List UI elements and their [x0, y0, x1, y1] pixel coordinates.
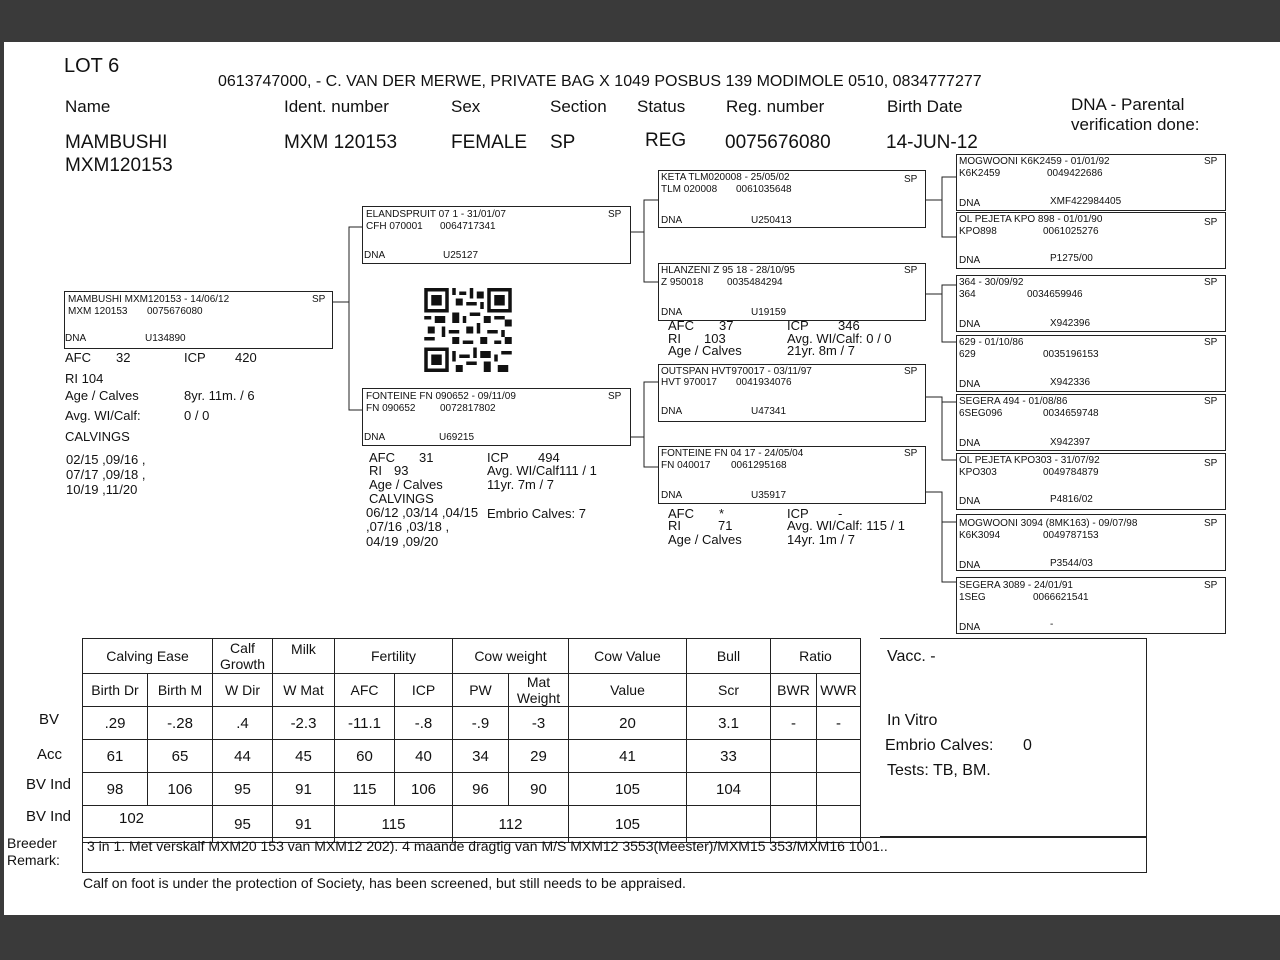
gp-dna-value: U19159 [751, 307, 787, 318]
subject-icp-value: 420 [235, 350, 257, 365]
bv-cell: -.28 [148, 707, 213, 740]
ggp-title: SEGERA 494 - 01/08/86 [959, 396, 1068, 407]
group-milk: Milk [273, 639, 335, 674]
dam-afc-label: AFC [369, 450, 395, 465]
gp-section: SP [904, 174, 918, 185]
breeder-remark [82, 837, 1147, 873]
gp4-icp-label: ICP [787, 506, 809, 521]
gp-reg: 0061035648 [736, 184, 792, 195]
gp2-age-label: Age / Calves [668, 343, 742, 358]
subject-age-value: 8yr. 11m. / 6 [184, 388, 255, 403]
gp-dna-value: U35917 [751, 490, 787, 501]
animal-name: MAMBUSHI [65, 132, 168, 153]
subject-icp-label: ICP [184, 350, 206, 365]
dam-reg: 0072817802 [440, 403, 496, 414]
ggp-reg: 0035196153 [1043, 349, 1099, 360]
ggp-dna-label: DNA [959, 496, 981, 507]
in-vitro-label: In Vitro [887, 712, 938, 729]
dam-calvings-3: 04/19 ,09/20 [366, 534, 439, 549]
ggp-dna-label: DNA [959, 379, 981, 390]
bv-cell: -3 [509, 707, 569, 740]
dam-dna-value: U69215 [439, 432, 475, 443]
bvind2-cell: 95 [213, 806, 273, 843]
col-birth-m: Birth M [148, 674, 213, 707]
breeder-remark-text: 3 in 1. Met verskalf MXM20 153 van MXM12 202). 4 maande dragtig van M/S MXM12 3553(Meester)/MXM15 353/MXM16 1001.. [87, 838, 888, 854]
ggp-section: SP [1204, 396, 1218, 407]
gp4-afc-value: * [719, 506, 725, 521]
gp-dna-value: U47341 [751, 406, 787, 417]
subject-calvings-1: 02/15 ,09/16 , [66, 452, 146, 467]
gp-dna-label: DNA [661, 307, 683, 318]
breeder-remark-label-1: Breeder [7, 835, 57, 851]
bv-cell: 3.1 [687, 707, 771, 740]
bvind2-cell: 102 [83, 806, 213, 843]
bv-cell: - [771, 707, 817, 740]
sire-reg: 0064717341 [440, 221, 496, 232]
animal-status: REG [645, 130, 687, 151]
subject-calvings-2: 07/17 ,09/18 , [66, 467, 146, 482]
col-wwr: WWR [817, 674, 861, 707]
gp2-icp-label: ICP [787, 318, 809, 333]
gp2-ri-value: 103 [704, 331, 726, 346]
bvind-cell: 95 [213, 773, 273, 806]
ggp-title: 364 - 30/09/92 [959, 277, 1024, 288]
breeding-values-table [82, 638, 861, 843]
ggp-dna-label: DNA [959, 319, 981, 330]
gp-section: SP [904, 448, 918, 459]
header-reg: Reg. number [726, 97, 825, 116]
dam-icp-value: 494 [538, 450, 560, 465]
bv-cell: -.8 [395, 707, 453, 740]
bvind-cell: 115 [335, 773, 395, 806]
subject-afc-value: 32 [116, 350, 131, 365]
group-fertility: Fertility [335, 639, 453, 674]
ggp-section: SP [1204, 580, 1218, 591]
gp-reg: 0041934076 [736, 377, 792, 388]
bvind-cell: 98 [83, 773, 148, 806]
gp-ident: FN 040017 [661, 460, 711, 471]
subject-calvings-3: 10/19 ,11/20 [66, 482, 138, 497]
embrio-calves-value: 0 [1023, 737, 1032, 754]
gp-title: KETA TLM020008 - 25/05/02 [661, 172, 790, 183]
bvind-cell: 96 [453, 773, 509, 806]
ggp-title: MOGWOONI 3094 (8MK163) - 09/07/98 [959, 518, 1138, 529]
col-icp: ICP [395, 674, 453, 707]
dam-title: FONTEINE FN 090652 - 09/11/09 [366, 391, 516, 402]
ggp-dna-value: P1275/00 [1050, 253, 1093, 264]
dam-age-label: Age / Calves [369, 477, 443, 492]
subject-ident: MXM 120153 [68, 306, 128, 317]
ggp-dna-value: - [1050, 619, 1054, 630]
pedigree-sheet [4, 42, 1280, 915]
subject-dna-label: DNA [65, 333, 87, 344]
acc-cell: 41 [569, 740, 687, 773]
header-dna-1: DNA - Parental [1071, 95, 1185, 114]
sire-box [362, 206, 631, 264]
ggp-reg: 0066621541 [1033, 592, 1089, 603]
owner-line: 0613747000, - C. VAN DER MERWE, PRIVATE BAG X 1049 POSBUS 139 MODIMOLE 0510, 0834777277 [218, 73, 982, 90]
col-value: Value [569, 674, 687, 707]
bvind-cell [817, 773, 861, 806]
gp-title: OUTSPAN HVT970017 - 03/11/97 [661, 366, 812, 377]
col-afc: AFC [335, 674, 395, 707]
dam-box [362, 388, 631, 446]
gp-section: SP [904, 265, 918, 276]
ggp-title: OL PEJETA KPO 898 - 01/01/90 [959, 214, 1103, 225]
great-grandparent-box [956, 394, 1226, 451]
ggp-dna-value: X942397 [1050, 437, 1091, 448]
animal-reg: 0075676080 [725, 132, 831, 153]
bvind-cell: 106 [395, 773, 453, 806]
bv-cell: - [817, 707, 861, 740]
acc-cell: 44 [213, 740, 273, 773]
ggp-ident: KPO898 [959, 226, 997, 237]
dam-wi: Avg. WI/Calf111 / 1 [487, 463, 597, 478]
grandparent-box [658, 170, 926, 228]
dam-calvings-2: ,07/16 ,03/18 , [366, 519, 450, 534]
great-grandparent-box [956, 275, 1226, 332]
gp4-age-value: 14yr. 1m / 7 [787, 532, 855, 547]
subject-ri: RI 104 [65, 371, 104, 386]
gp-section: SP [904, 366, 918, 377]
dam-ri-value: 93 [394, 463, 409, 478]
acc-cell: 65 [148, 740, 213, 773]
ggp-dna-value: P3544/03 [1050, 558, 1093, 569]
header-dna-2: verification done: [1071, 115, 1200, 134]
dam-ident: FN 090652 [366, 403, 416, 414]
footer-note: Calf on foot is under the protection of Society, has been screened, but still needs to be appraised. [83, 875, 686, 891]
great-grandparent-box [956, 212, 1226, 269]
sire-section: SP [608, 209, 622, 220]
sire-title: ELANDSPRUIT 07 1 - 31/01/07 [366, 209, 506, 220]
gp-dna-label: DNA [661, 490, 683, 501]
col-pw: PW [453, 674, 509, 707]
breeder-remark-label-2: Remark: [7, 852, 60, 868]
gp2-afc-label: AFC [668, 318, 694, 333]
subject-afc-label: AFC [65, 350, 91, 365]
col-mat-weight-1: Mat [526, 674, 551, 690]
group-ratio: Ratio [771, 639, 861, 674]
group-cow-weight: Cow weight [453, 639, 569, 674]
acc-cell: 61 [83, 740, 148, 773]
grandparent-box [658, 263, 926, 321]
ggp-section: SP [1204, 156, 1218, 167]
embrio-calves-label: Embrio Calves: [885, 737, 994, 754]
gp-ident: Z 950018 [661, 277, 704, 288]
bv-cell: -.9 [453, 707, 509, 740]
gp4-afc-label: AFC [668, 506, 694, 521]
gp2-icp-value: 346 [838, 318, 860, 333]
bv-cell: .4 [213, 707, 273, 740]
group-bull: Bull [687, 639, 771, 674]
gp4-age-label: Age / Calves [668, 532, 742, 547]
gp2-ri-label: RI [668, 331, 681, 346]
bv-cell: 20 [569, 707, 687, 740]
ggp-dna-value: XMF422984405 [1050, 196, 1122, 207]
animal-ident: MXM 120153 [284, 132, 398, 153]
vaccination-panel [880, 638, 1147, 837]
gp-reg: 0035484294 [727, 277, 783, 288]
acc-cell: 60 [335, 740, 395, 773]
col-bwr: BWR [771, 674, 817, 707]
subject-box [64, 291, 333, 349]
table-row [83, 773, 861, 806]
bvind-cell: 90 [509, 773, 569, 806]
great-grandparent-box [956, 335, 1226, 392]
ggp-reg: 0049787153 [1043, 530, 1099, 541]
header-sex: Sex [451, 97, 481, 116]
great-grandparent-box [956, 453, 1226, 510]
gp-title: HLANZENI Z 95 18 - 28/10/95 [661, 265, 795, 276]
ggp-dna-value: X942336 [1050, 377, 1091, 388]
bvind2-cell: 91 [273, 806, 335, 843]
ggp-dna-label: DNA [959, 255, 981, 266]
group-calf-growth-1: Calf [230, 640, 255, 656]
gp2-wi: Avg. WI/Calf: 0 / 0 [787, 331, 892, 346]
dam-calvings-label: CALVINGS [369, 491, 434, 506]
gp-ident: HVT 970017 [661, 377, 717, 388]
ggp-section: SP [1204, 518, 1218, 529]
ggp-title: OL PEJETA KPO303 - 31/07/92 [959, 455, 1100, 466]
dam-section: SP [608, 391, 622, 402]
gp4-ri-label: RI [668, 518, 681, 533]
gp-ident: TLM 020008 [661, 184, 718, 195]
ggp-ident: KPO303 [959, 467, 997, 478]
lot-number: LOT 6 [64, 55, 120, 77]
header-status: Status [637, 97, 686, 116]
row-label-acc: Acc [37, 746, 63, 763]
group-calf-growth [213, 639, 273, 674]
gp4-wi: Avg. WI/Calf: 115 / 1 [787, 518, 906, 533]
table-row [83, 707, 861, 740]
acc-cell [817, 740, 861, 773]
subject-dna-value: U134890 [145, 333, 186, 344]
subject-calvings-label: CALVINGS [65, 429, 130, 444]
header-ident: Ident. number [284, 97, 389, 116]
ggp-dna-label: DNA [959, 438, 981, 449]
gp-dna-value: U250413 [751, 215, 792, 226]
subject-reg: 0075676080 [147, 306, 203, 317]
header-section: Section [550, 97, 607, 116]
bvind-cell: 104 [687, 773, 771, 806]
subject-title: MAMBUSHI MXM120153 - 14/06/12 [68, 294, 230, 305]
ggp-section: SP [1204, 337, 1218, 348]
table-row [83, 740, 861, 773]
dam-calvings-1: 06/12 ,03/14 ,04/15 [366, 505, 479, 520]
animal-name-code: MXM120153 [65, 155, 173, 176]
bv-cell: .29 [83, 707, 148, 740]
acc-cell: 29 [509, 740, 569, 773]
ggp-ident: K6K2459 [959, 168, 1001, 179]
sire-dna-label: DNA [364, 250, 386, 261]
bvind-cell: 106 [148, 773, 213, 806]
ggp-ident: 6SEG096 [959, 408, 1003, 419]
col-w-dir: W Dir [213, 674, 273, 707]
row-label-bv-ind: BV Ind [26, 776, 72, 793]
ggp-dna-label: DNA [959, 198, 981, 209]
ggp-section: SP [1204, 217, 1218, 228]
col-mat-weight-2: Weight [516, 690, 561, 706]
bv-cell: -11.1 [335, 707, 395, 740]
acc-cell: 45 [273, 740, 335, 773]
acc-cell [771, 740, 817, 773]
ggp-title: SEGERA 3089 - 24/01/91 [959, 580, 1073, 591]
group-calf-growth-2: Growth [219, 656, 266, 672]
group-cow-value: Cow Value [569, 639, 687, 674]
row-label-bv-ind-2: BV Ind [26, 808, 72, 825]
col-scr: Scr [687, 674, 771, 707]
vacc-title: Vacc. - [887, 648, 936, 665]
tests-label: Tests: TB, BM. [887, 762, 991, 779]
gp-dna-label: DNA [661, 215, 683, 226]
ggp-dna-value: P4816/02 [1050, 494, 1093, 505]
great-grandparent-box [956, 577, 1226, 634]
ggp-dna-label: DNA [959, 560, 981, 571]
group-calving-ease: Calving Ease [83, 639, 213, 674]
grandparent-box [658, 446, 926, 504]
ggp-title: 629 - 01/10/86 [959, 337, 1024, 348]
subject-section: SP [312, 294, 326, 305]
sire-dna-value: U25127 [443, 250, 479, 261]
dam-ri-label: RI [369, 463, 382, 478]
ggp-ident: 629 [959, 349, 976, 360]
ggp-reg: 0049784879 [1043, 467, 1099, 478]
col-w-mat: W Mat [273, 674, 335, 707]
gp4-ri-value: 71 [718, 518, 733, 533]
ggp-dna-value: X942396 [1050, 318, 1091, 329]
dam-afc-value: 31 [419, 450, 434, 465]
bvind2-cell: 112 [453, 806, 569, 843]
bvind-cell: 105 [569, 773, 687, 806]
ggp-title: MOGWOONI K6K2459 - 01/01/92 [959, 156, 1110, 167]
ggp-reg: 0049422686 [1047, 168, 1103, 179]
col-birth-dr: Birth Dr [83, 674, 148, 707]
grandparent-box [658, 364, 926, 422]
gp4-icp-value: - [838, 506, 843, 521]
ggp-ident: 1SEG [959, 592, 986, 603]
animal-birth: 14-JUN-12 [886, 132, 978, 153]
bvind-cell [771, 773, 817, 806]
bv-cell: -2.3 [273, 707, 335, 740]
gp-reg: 0061295168 [731, 460, 787, 471]
dam-age-value: 11yr. 7m / 7 [487, 477, 554, 492]
bvind2-cell: 115 [335, 806, 453, 843]
acc-cell: 33 [687, 740, 771, 773]
gp-dna-label: DNA [661, 406, 683, 417]
subject-wi-value: 0 / 0 [184, 408, 210, 423]
qr-code-icon [424, 288, 512, 372]
ggp-dna-label: DNA [959, 622, 981, 633]
ggp-section: SP [1204, 277, 1218, 288]
ggp-ident: 364 [959, 289, 976, 300]
dam-embrio: Embrio Calves: 7 [487, 506, 586, 521]
animal-section: SP [550, 132, 576, 153]
ggp-reg: 0061025276 [1043, 226, 1099, 237]
row-label-bv: BV [39, 711, 60, 728]
sire-ident: CFH 070001 [366, 221, 423, 232]
ggp-ident: K6K3094 [959, 530, 1001, 541]
animal-sex: FEMALE [451, 132, 528, 153]
header-birth: Birth Date [887, 97, 963, 116]
acc-cell: 34 [453, 740, 509, 773]
subject-age-label: Age / Calves [65, 388, 139, 403]
great-grandparent-box [956, 154, 1226, 211]
ggp-section: SP [1204, 458, 1218, 469]
subject-wi-label: Avg. WI/Calf: [65, 408, 141, 423]
dam-dna-label: DNA [364, 432, 386, 443]
gp2-afc-value: 37 [719, 318, 734, 333]
gp2-age-value: 21yr. 8m / 7 [787, 343, 855, 358]
acc-cell: 40 [395, 740, 453, 773]
bvind2-cell: 105 [569, 806, 687, 843]
bvind-cell: 91 [273, 773, 335, 806]
great-grandparent-box [956, 514, 1226, 571]
header-name: Name [65, 97, 111, 116]
ggp-reg: 0034659748 [1043, 408, 1099, 419]
gp-title: FONTEINE FN 04 17 - 24/05/04 [661, 448, 804, 459]
col-mat-weight [509, 674, 569, 707]
ggp-reg: 0034659946 [1027, 289, 1083, 300]
dam-icp-label: ICP [487, 450, 509, 465]
